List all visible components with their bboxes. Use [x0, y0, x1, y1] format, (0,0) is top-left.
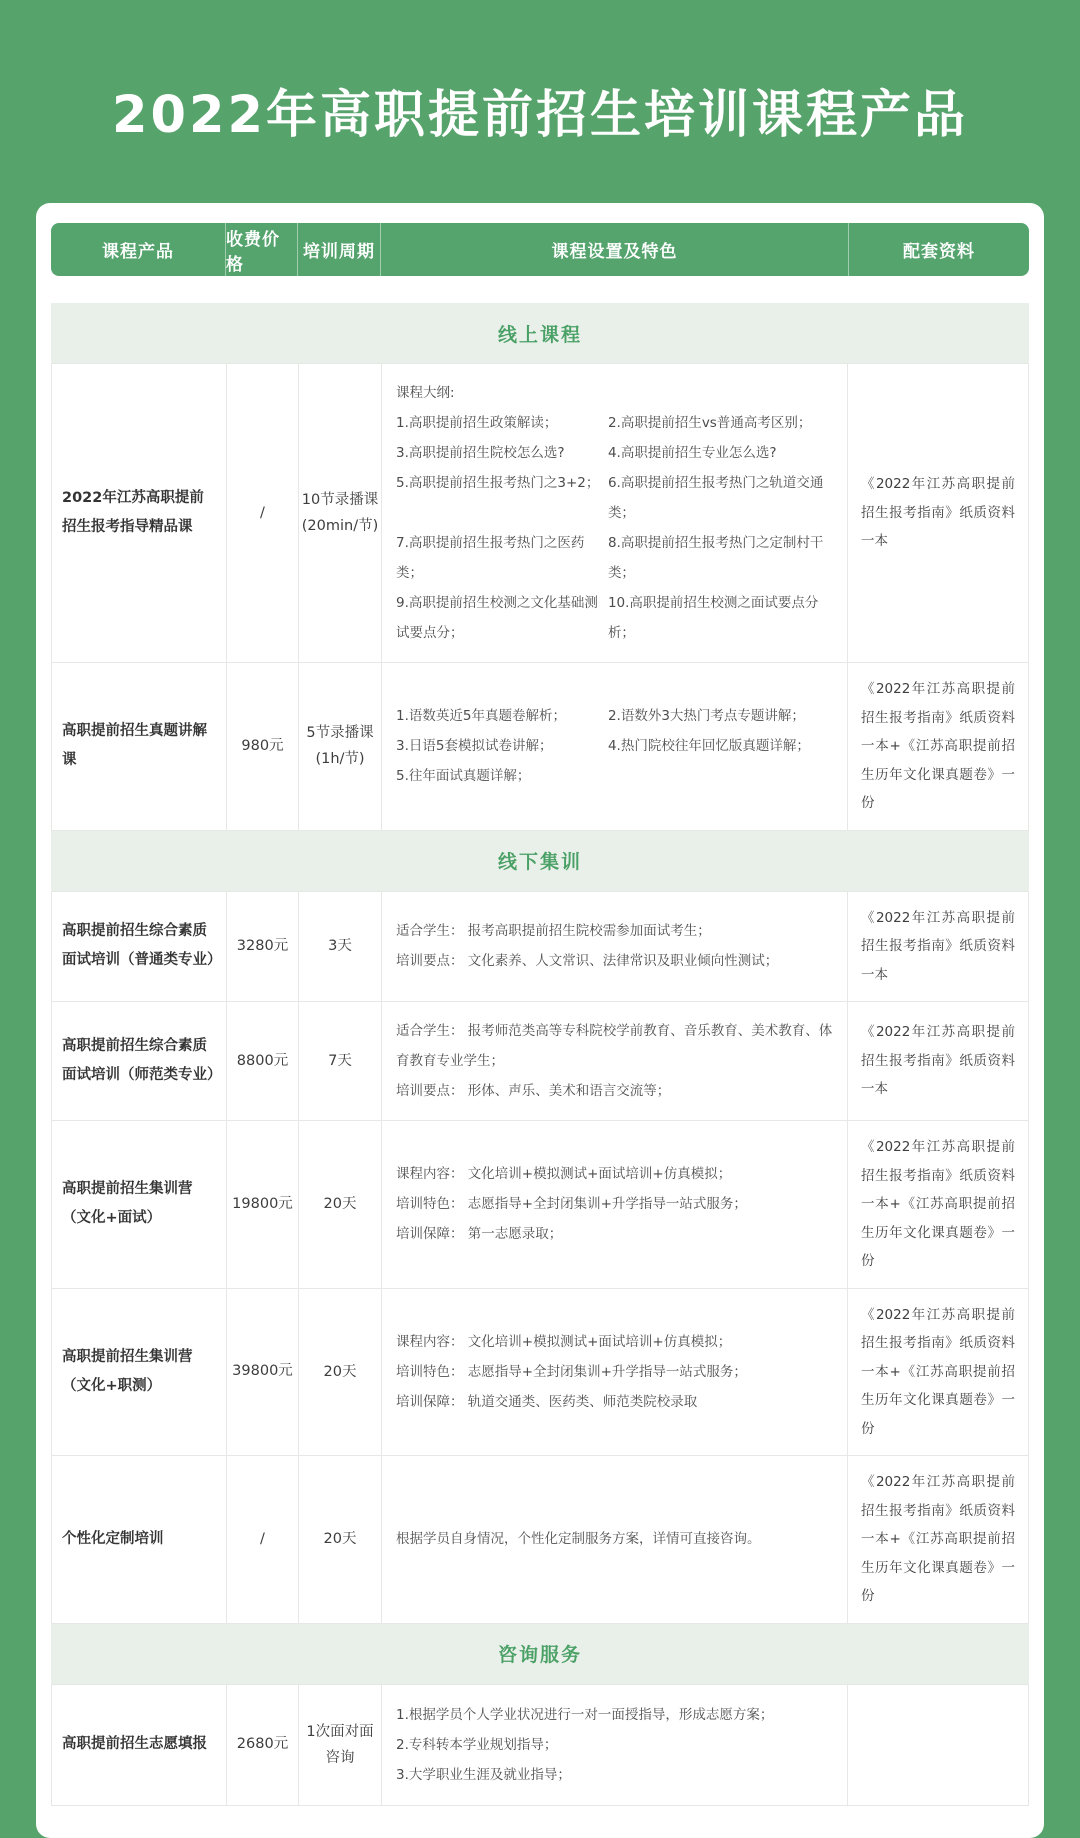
course-name-cell: 高职提前招生综合素质面试培训（师范类专业） — [62, 1038, 222, 1083]
feature-item: 9.高职提前招生校测之文化基础测试要点分； — [396, 595, 598, 641]
course-name-cell: 2022年江苏高职提前招生报考指导精品课 — [62, 490, 204, 535]
materials-cell: 《2022年江苏高职提前招生报考指南》纸质资料一本 — [847, 892, 1028, 1002]
feature-line: 适合学生： 报考师范类高等专科院校学前教育、音乐教育、美术教育、体育教育专业学生； — [396, 1023, 833, 1069]
period-line: 7天 — [328, 1053, 352, 1069]
price-cell: 3280元 — [226, 892, 298, 1002]
materials-cell: 《2022年江苏高职提前招生报考指南》纸质资料一本+《江苏高职提前招生历年文化课真题卷》一份 — [847, 1121, 1028, 1288]
feature-item: 4.热门院校往年回忆版真题详解； — [607, 738, 810, 755]
price-cell: 8800元 — [226, 1002, 298, 1120]
features-cell — [381, 1289, 847, 1456]
feature-item: 1.高职提前招生政策解读； — [396, 415, 558, 431]
feature-item: 5.高职提前招生报考热门之3+2； — [396, 475, 600, 491]
period-line: 咨询 — [325, 1749, 355, 1766]
price-cell: / — [226, 1456, 298, 1623]
column-header-price: 收费价格 — [225, 223, 297, 276]
features-cell — [381, 1121, 847, 1288]
feature-line: 1.根据学员个人学业状况进行一对一面授指导，形成志愿方案； — [396, 1706, 774, 1723]
course-name-cell: 个性化定制培训 — [62, 1530, 164, 1547]
course-name-cell: 高职提前招生集训营（文化+职测） — [62, 1348, 193, 1394]
period-line: 1次面对面 — [306, 1723, 374, 1740]
period-cell — [298, 1456, 381, 1623]
period-cell — [298, 1121, 381, 1288]
column-header-product: 课程产品 — [102, 242, 174, 262]
feature-item — [608, 761, 833, 791]
period-cell — [298, 1685, 381, 1805]
feature-item: 2.高职提前招生vs普通高考区别； — [607, 415, 812, 431]
materials-cell: 《2022年江苏高职提前招生报考指南》纸质资料一本 — [847, 364, 1028, 662]
features-two-column-list — [396, 701, 833, 791]
features-cell — [381, 892, 847, 1002]
feature-item: 5.往年面试真题详解； — [396, 768, 531, 785]
period-line: 20天 — [323, 1531, 357, 1548]
price-cell: 19800元 — [226, 1121, 298, 1288]
price-cell: 2680元 — [226, 1685, 298, 1805]
feature-line: 课程内容： 文化培训+模拟测试+面试培训+仿真模拟； — [396, 1333, 732, 1350]
feature-line: 培训要点： 形体、声乐、美术和语言交流等； — [396, 1083, 671, 1099]
period-line: 20天 — [323, 1363, 357, 1380]
feature-line: 培训保障： 第一志愿录取； — [396, 1226, 563, 1243]
table-row — [51, 363, 1029, 663]
table-row — [51, 891, 1029, 1003]
table-row — [51, 1456, 1029, 1624]
features-cell — [381, 663, 847, 830]
page-title: 2022年高职提前招生培训课程产品 — [112, 86, 968, 145]
feature-item: 8.高职提前招生报考热门之定制村干类； — [607, 535, 824, 581]
features-two-column-list — [396, 408, 833, 648]
table-row — [51, 1684, 1029, 1806]
feature-line: 3.大学职业生涯及就业指导； — [396, 1766, 571, 1783]
period-line: (20min/节) — [301, 518, 379, 534]
table-row — [51, 1121, 1029, 1289]
period-cell — [298, 1002, 381, 1120]
period-cell — [298, 892, 381, 1002]
feature-item: 1.语数英近5年真题卷解析； — [396, 708, 566, 725]
column-header-period: 培训周期 — [297, 223, 380, 276]
table-body — [51, 303, 1029, 1806]
period-line: 10节录播课 — [301, 492, 379, 508]
table-row — [51, 1002, 1029, 1121]
feature-line: 2.专科转本学业规划指导； — [396, 1736, 558, 1753]
course-name-cell: 高职提前招生志愿填报 — [62, 1736, 207, 1752]
features-cell — [381, 364, 847, 662]
feature-item: 6.高职提前招生报考热门之轨道交通类； — [607, 475, 824, 521]
period-cell — [298, 1289, 381, 1456]
section-header: 咨询服务 — [51, 1624, 1029, 1684]
features-cell — [381, 1685, 847, 1805]
period-line: 5节录播课 — [306, 725, 374, 742]
feature-item: 7.高职提前招生报考热门之医药类； — [396, 535, 585, 581]
price-cell: / — [226, 364, 298, 662]
feature-item: 4.高职提前招生专业怎么选? — [607, 445, 777, 461]
price-cell: 39800元 — [226, 1289, 298, 1456]
period-cell — [298, 364, 381, 662]
features-cell — [381, 1002, 847, 1120]
feature-line: 培训特色： 志愿指导+全封闭集训+升学指导一站式服务； — [396, 1196, 747, 1213]
feature-line: 课程内容： 文化培训+模拟测试+面试培训+仿真模拟； — [396, 1166, 732, 1183]
materials-cell: 《2022年江苏高职提前招生报考指南》纸质资料一本+《江苏高职提前招生历年文化课真题卷》一份 — [847, 663, 1028, 830]
period-cell — [298, 663, 381, 830]
course-name-cell: 高职提前招生集训营（文化+面试） — [62, 1181, 193, 1227]
price-cell: 980元 — [226, 663, 298, 830]
course-name-cell: 高职提前招生综合素质面试培训（普通类专业） — [62, 923, 222, 969]
section-header: 线下集训 — [51, 831, 1029, 891]
features-cell — [381, 1456, 847, 1623]
feature-item: 3.日语5套模拟试卷讲解； — [396, 738, 553, 755]
course-table-card — [36, 203, 1044, 1838]
period-line: (1h/节) — [315, 751, 365, 768]
materials-cell: 《2022年江苏高职提前招生报考指南》纸质资料一本+《江苏高职提前招生历年文化课真题卷》一份 — [847, 1289, 1028, 1456]
feature-line: 根据学员自身情况，个性化定制服务方案，详情可直接咨询。 — [396, 1531, 761, 1548]
column-header-features: 课程设置及特色 — [380, 223, 848, 276]
column-header-materials: 配套资料 — [848, 223, 1029, 276]
features-intro: 课程大纲: — [396, 385, 455, 401]
period-line: 20天 — [323, 1196, 357, 1213]
feature-line: 培训保障： 轨道交通类、医药类、师范类院校录取 — [396, 1393, 698, 1410]
period-line: 3天 — [328, 938, 352, 955]
table-row — [51, 663, 1029, 831]
feature-line: 适合学生： 报考高职提前招生院校需参加面试考生； — [396, 923, 711, 940]
feature-line: 培训特色： 志愿指导+全封闭集训+升学指导一站式服务； — [396, 1363, 747, 1380]
course-name-cell: 高职提前招生真题讲解课 — [62, 723, 207, 769]
feature-item: 10.高职提前招生校测之面试要点分析； — [607, 595, 819, 641]
table-header-row — [51, 223, 1029, 276]
table-row — [51, 1289, 1029, 1457]
feature-line: 培训要点： 文化素养、人文常识、法律常识及职业倾向性测试； — [396, 953, 779, 970]
feature-item: 2.语数外3大热门考点专题讲解； — [607, 708, 805, 725]
materials-cell: 《2022年江苏高职提前招生报考指南》纸质资料一本 — [847, 1002, 1028, 1120]
materials-cell: 《2022年江苏高职提前招生报考指南》纸质资料一本+《江苏高职提前招生历年文化课真题卷》一份 — [847, 1456, 1028, 1623]
section-header: 线上课程 — [51, 303, 1029, 363]
materials-cell — [847, 1685, 1028, 1805]
feature-item: 3.高职提前招生院校怎么选? — [396, 445, 565, 461]
